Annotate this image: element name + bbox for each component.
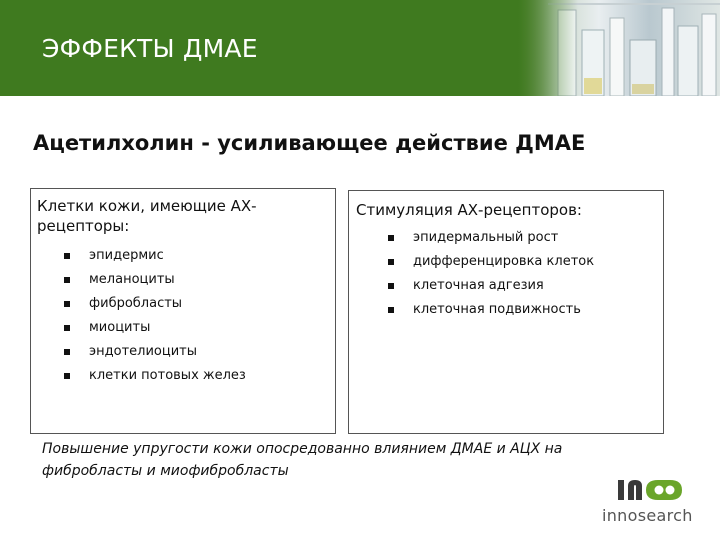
bullet-icon xyxy=(388,283,394,289)
bullet-icon xyxy=(388,259,394,265)
skin-cells-heading: Клетки кожи, имеющие АХ-рецепторы: xyxy=(37,197,257,235)
innosearch-logo-icon xyxy=(618,478,682,502)
skin-cells-panel xyxy=(30,188,336,434)
list-item: фибробласты xyxy=(63,292,246,316)
slide-subtitle: Ацетилхолин - усиливающее действие ДМАЕ xyxy=(33,131,586,155)
list-item: меланоциты xyxy=(63,268,246,292)
lab-glassware-photo xyxy=(518,0,720,96)
receptor-stimulation-panel xyxy=(348,190,664,434)
bullet-icon xyxy=(64,301,70,307)
innosearch-logo xyxy=(598,478,710,530)
list-item: дифференцировка клеток xyxy=(387,250,594,274)
list-item: эпидермальный рост xyxy=(387,226,594,250)
list-item: эндотелиоциты xyxy=(63,340,246,364)
bullet-icon xyxy=(64,373,70,379)
footnote: Повышение упругости кожи опосредованно влиянием ДМАЕ и АЦХ на фибробласты и миофибробласты xyxy=(42,441,563,479)
list-item: клеточная подвижность xyxy=(387,298,594,322)
bullet-icon xyxy=(388,235,394,241)
bullet-icon xyxy=(388,307,394,313)
list-item: миоциты xyxy=(63,316,246,340)
bullet-icon xyxy=(64,253,70,259)
slide-title: ЭФФЕКТЫ ДМАЕ xyxy=(42,34,258,63)
bullet-icon xyxy=(64,277,70,283)
logo-text: innosearch xyxy=(602,506,693,525)
header-bar xyxy=(0,0,720,96)
list-item: клеточная адгезия xyxy=(387,274,594,298)
bullet-icon xyxy=(64,349,70,355)
skin-cells-list xyxy=(63,244,246,388)
list-item: эпидермис xyxy=(63,244,246,268)
receptor-stimulation-list xyxy=(387,226,594,322)
bullet-icon xyxy=(64,325,70,331)
list-item: клетки потовых желез xyxy=(63,364,246,388)
receptor-stimulation-heading: Стимуляция АХ-рецепторов: xyxy=(356,201,582,219)
photo-fade xyxy=(518,0,578,96)
